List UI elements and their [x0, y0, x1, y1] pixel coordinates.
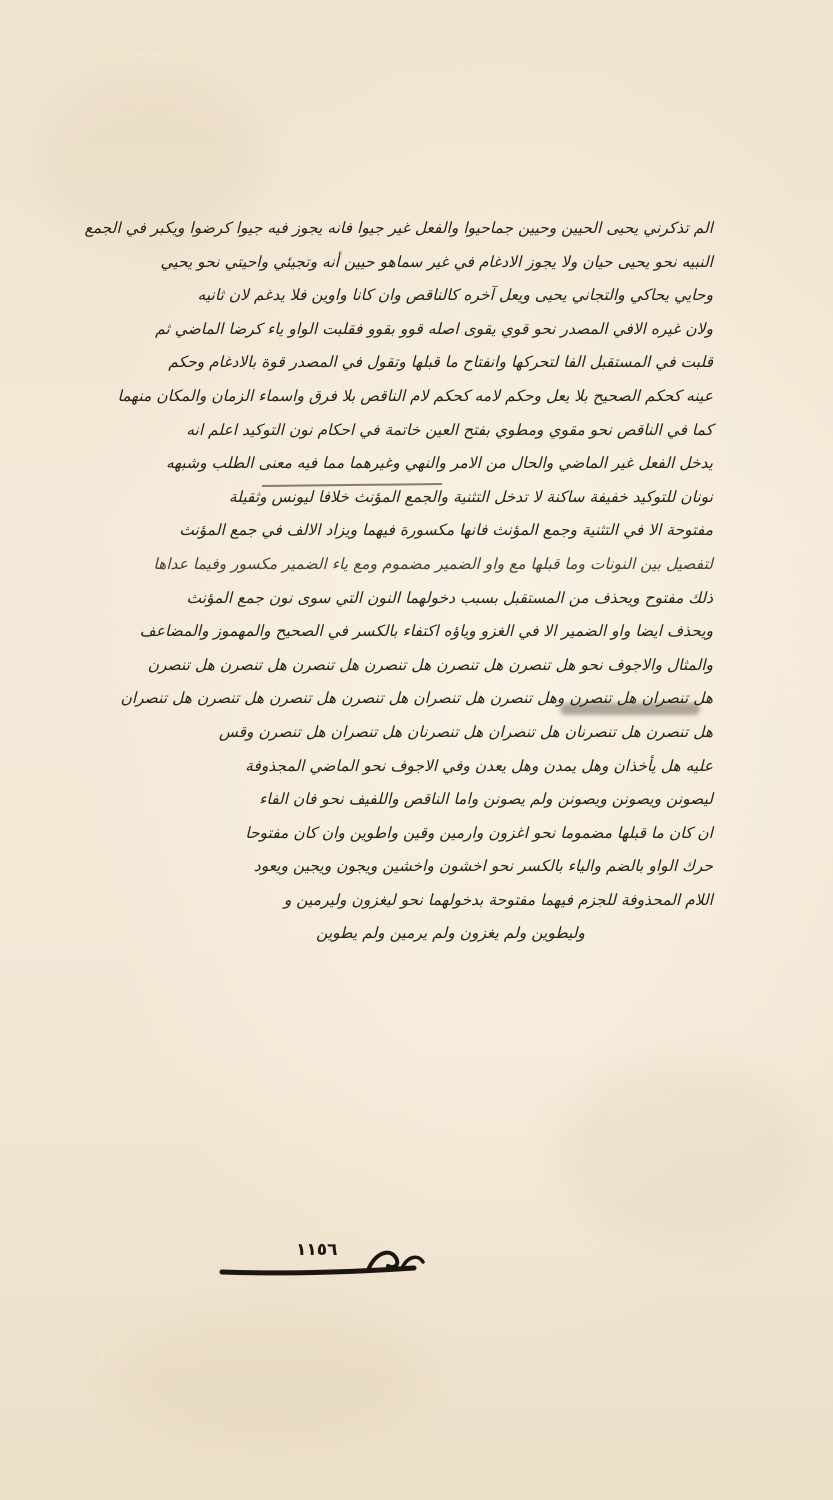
paper-stain [120, 1320, 420, 1440]
text-line: هل تنصران هل تنصرن وهل تنصرن هل تنصران هل تنصرن هل تنصرن هل تنصرن هل تنصران [120, 689, 713, 708]
text-line: مفتوحة الا في التثنية وجمع المؤنث فانها مكسورة فيهما ويزاد الالف في جمع المؤنث [179, 521, 713, 540]
text-line: هل تنصرن هل تنصرنان هل تنصران هل تنصرنان هل تنصران هل تنصرن وقس [218, 722, 713, 741]
text-line: ولان غيره الافي المصدر نحو قوي يقوى اصله قوو بقوو فقلبت الواو ياء كرضا الماضي ثم [155, 319, 713, 338]
text-line: قلبت في المستقبل الفا لتحركها وانفتاح ما قبلها وتقول في المصدر قوة بالادغام وحكم [168, 353, 713, 372]
text-line: عينه كحكم الصحيح بلا يعل وحكم لامه كحكم لام الناقص بلا فرق واسماء الزمان والمكان منهما [117, 386, 713, 405]
text-line: نونان للتوكيد خفيفة ساكنة لا تدخل التثنية والجمع المؤنث خلافا ليونس وثقيلة [228, 487, 713, 506]
text-line: ليصونن ويصونن ويصونن ولم يصونن واما الناقص واللفيف نحو فان الفاء [259, 790, 713, 809]
text-line: وليطوين ولم يغزون ولم يرمين ولم يطوين [316, 924, 585, 943]
text-line: لتفصيل بين النونات وما قبلها مع واو الضمير مضموم ومع ياء الضمير مكسور وفيما عداها [153, 554, 713, 573]
text-line: ويحذف ايضا واو الضمير الا في الغزو وياؤه اكتفاء بالكسر في الصحيح والمهموز والمضاعف [139, 622, 713, 641]
text-line: حرك الواو بالضم والياء بالكسر نحو اخشون واخشين ويجون ويجين ويعود [253, 857, 713, 876]
manuscript-text-block [84, 212, 713, 951]
text-line: الم تذكرني يحيى الحيين وحيين جماحيوا والفعل غير جيوا فانه يجوز فيه جيوا كرضوا ويكبر في الجمع [84, 219, 713, 237]
text-line: عليه هل يأخذان وهل يمدن وهل يعدن وفي الاجوف نحو الماضي المجذوفة [245, 756, 713, 775]
text-line: ذلك مفتوح ويحذف من المستقبل بسبب دخولهما النون التي سوى نون جمع المؤنث [186, 588, 713, 607]
text-line: كما في الناقص نحو مقوي ومطوي بفتح العين خاتمة في احكام نون التوكيد اعلم انه [186, 420, 713, 439]
ink-blot [560, 703, 700, 715]
text-line: وحايي يحاكي والتجاني يحيى ويعل آخره كالناقص وان كانا واوين فلا يدغم لان ثانيه [197, 286, 713, 305]
text-line: ان كان ما قبلها مضموما نحو اغزون وارمين وقين واطوين وان كان مفتوحا [245, 823, 713, 842]
paper-stain [560, 1060, 800, 1240]
folio-number: ١١٥٦ [296, 1240, 338, 1260]
text-line: النبيه نحو يحيى حيان ولا يجوز الادغام في غير سماهو حيين أنه وتجيئي واحيتي نحو يحيي [160, 252, 713, 271]
text-line: يدخل الفعل غير الماضي والحال من الامر والنهي وغيرهما مما فيه معنى الطلب وشبهه [165, 454, 713, 473]
text-line: والمثال والاجوف نحو هل تنصرن هل تنصرن هل تنصرن هل تنصرن هل تنصرن هل تنصرن [147, 655, 713, 674]
folio-mark [218, 1238, 428, 1284]
text-line: اللام المحذوفة للجزم فيهما مفتوحة بدخولهما نحو ليغزون وليرمين و [283, 890, 713, 909]
